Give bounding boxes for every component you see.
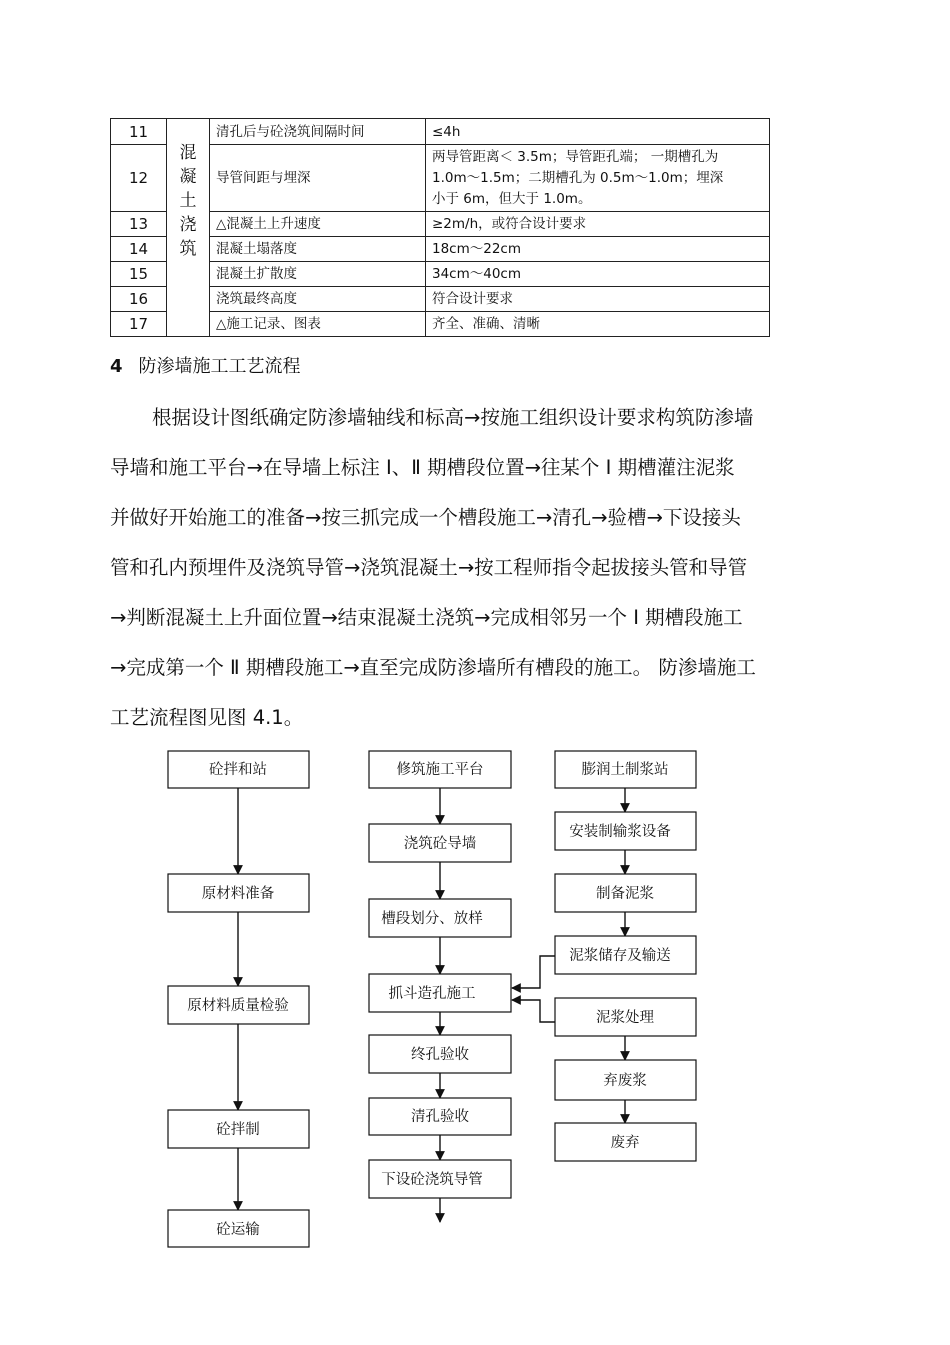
requirement-line: 小于 6m，但大于 1.0m。 <box>432 190 592 207</box>
flow-label: 原材料质量检验 <box>187 998 289 1014</box>
flow-label: 砼运输 <box>216 1222 260 1238</box>
row-number: 16 <box>111 287 167 312</box>
item-cell: 清孔后与砼浇筑间隔时间 <box>210 119 426 145</box>
row-number: 15 <box>111 262 167 287</box>
flow-label: 修筑施工平台 <box>396 762 484 778</box>
requirement-cell: 18cm～22cm <box>426 237 770 262</box>
flow-label: 浇筑砼导墙 <box>403 836 477 852</box>
row-number: 12 <box>111 145 167 212</box>
row-number: 14 <box>111 237 167 262</box>
requirement-cell: 齐全、准确、清晰 <box>426 312 770 337</box>
paragraph-line: →判断混凝土上升面位置→结束混凝土浇筑→完成相邻另一个 Ⅰ 期槽段施工 <box>110 606 743 629</box>
flow-label: 清孔验收 <box>411 1109 469 1125</box>
row-number: 11 <box>111 119 167 145</box>
group-char: 混 <box>179 143 197 163</box>
section-number: 4 <box>110 356 123 377</box>
flow-label: 终孔验收 <box>411 1047 469 1063</box>
requirement-cell: ≥2m/h，或符合设计要求 <box>426 212 770 237</box>
flow-label: 废弃 <box>610 1135 640 1151</box>
item-cell: 导管间距与埋深 <box>210 145 426 212</box>
flow-label: 原材料准备 <box>201 886 275 902</box>
flow-label: 槽段划分、放样 <box>381 911 483 927</box>
flow-label: 安装制输浆设备 <box>569 824 671 840</box>
flow-label: 泥浆储存及输送 <box>569 948 671 964</box>
flow-label: 砼拌制 <box>216 1122 260 1138</box>
requirement-cell: 符合设计要求 <box>426 287 770 312</box>
flow-arrow <box>512 1000 555 1022</box>
item-cell: △混凝土上升速度 <box>210 212 426 237</box>
flow-arrow <box>512 956 555 988</box>
flow-label: 抓斗造孔施工 <box>388 986 476 1002</box>
flow-label: 砼拌和站 <box>209 762 267 778</box>
item-cell: 混凝土扩散度 <box>210 262 426 287</box>
item-cell: △施工记录、图表 <box>210 312 426 337</box>
flow-label: 泥浆处理 <box>596 1010 654 1026</box>
flow-label: 弃废浆 <box>603 1073 647 1089</box>
flow-label: 膨润土制浆站 <box>581 762 669 778</box>
paragraph-line: 导墙和施工平台→在导墙上标注 Ⅰ、Ⅱ 期槽段位置→往某个 Ⅰ 期槽灌注泥浆 <box>110 456 735 479</box>
row-number: 17 <box>111 312 167 337</box>
paragraph-line: 工艺流程图见图 4.1。 <box>110 706 304 729</box>
requirement-cell: ≤4h <box>426 119 770 145</box>
paragraph-line: →完成第一个 Ⅱ 期槽段施工→直至完成防渗墙所有槽段的施工。 防渗墙施工 <box>110 656 756 679</box>
row-number: 13 <box>111 212 167 237</box>
requirement-cell: 34cm～40cm <box>426 262 770 287</box>
requirement-line: 两导管距离＜ 3.5m；导管距孔端； 一期槽孔为 <box>432 148 719 165</box>
item-cell: 浇筑最终高度 <box>210 287 426 312</box>
item-cell: 混凝土塌落度 <box>210 237 426 262</box>
paragraph-line: 管和孔内预埋件及浇筑导管→浇筑混凝土→按工程师指令起拔接头管和导管 <box>110 556 748 579</box>
flow-label: 下设砼浇筑导管 <box>381 1172 483 1188</box>
group-char: 筑 <box>179 239 197 259</box>
paragraph-line: 根据设计图纸确定防渗墙轴线和标高→按施工组织设计要求构筑防渗墙 <box>152 406 754 429</box>
group-char: 浇 <box>179 215 197 235</box>
paragraph-line: 并做好开始施工的准备→按三抓完成一个槽段施工→清孔→验槽→下设接头 <box>110 506 741 529</box>
group-char: 土 <box>179 191 197 211</box>
requirement-line: 1.0m～1.5m；二期槽孔为 0.5m～1.0m；埋深 <box>432 169 724 186</box>
group-char: 凝 <box>179 167 197 187</box>
flow-label: 制备泥浆 <box>596 886 654 902</box>
section-title: 防渗墙施工工艺流程 <box>138 356 301 377</box>
